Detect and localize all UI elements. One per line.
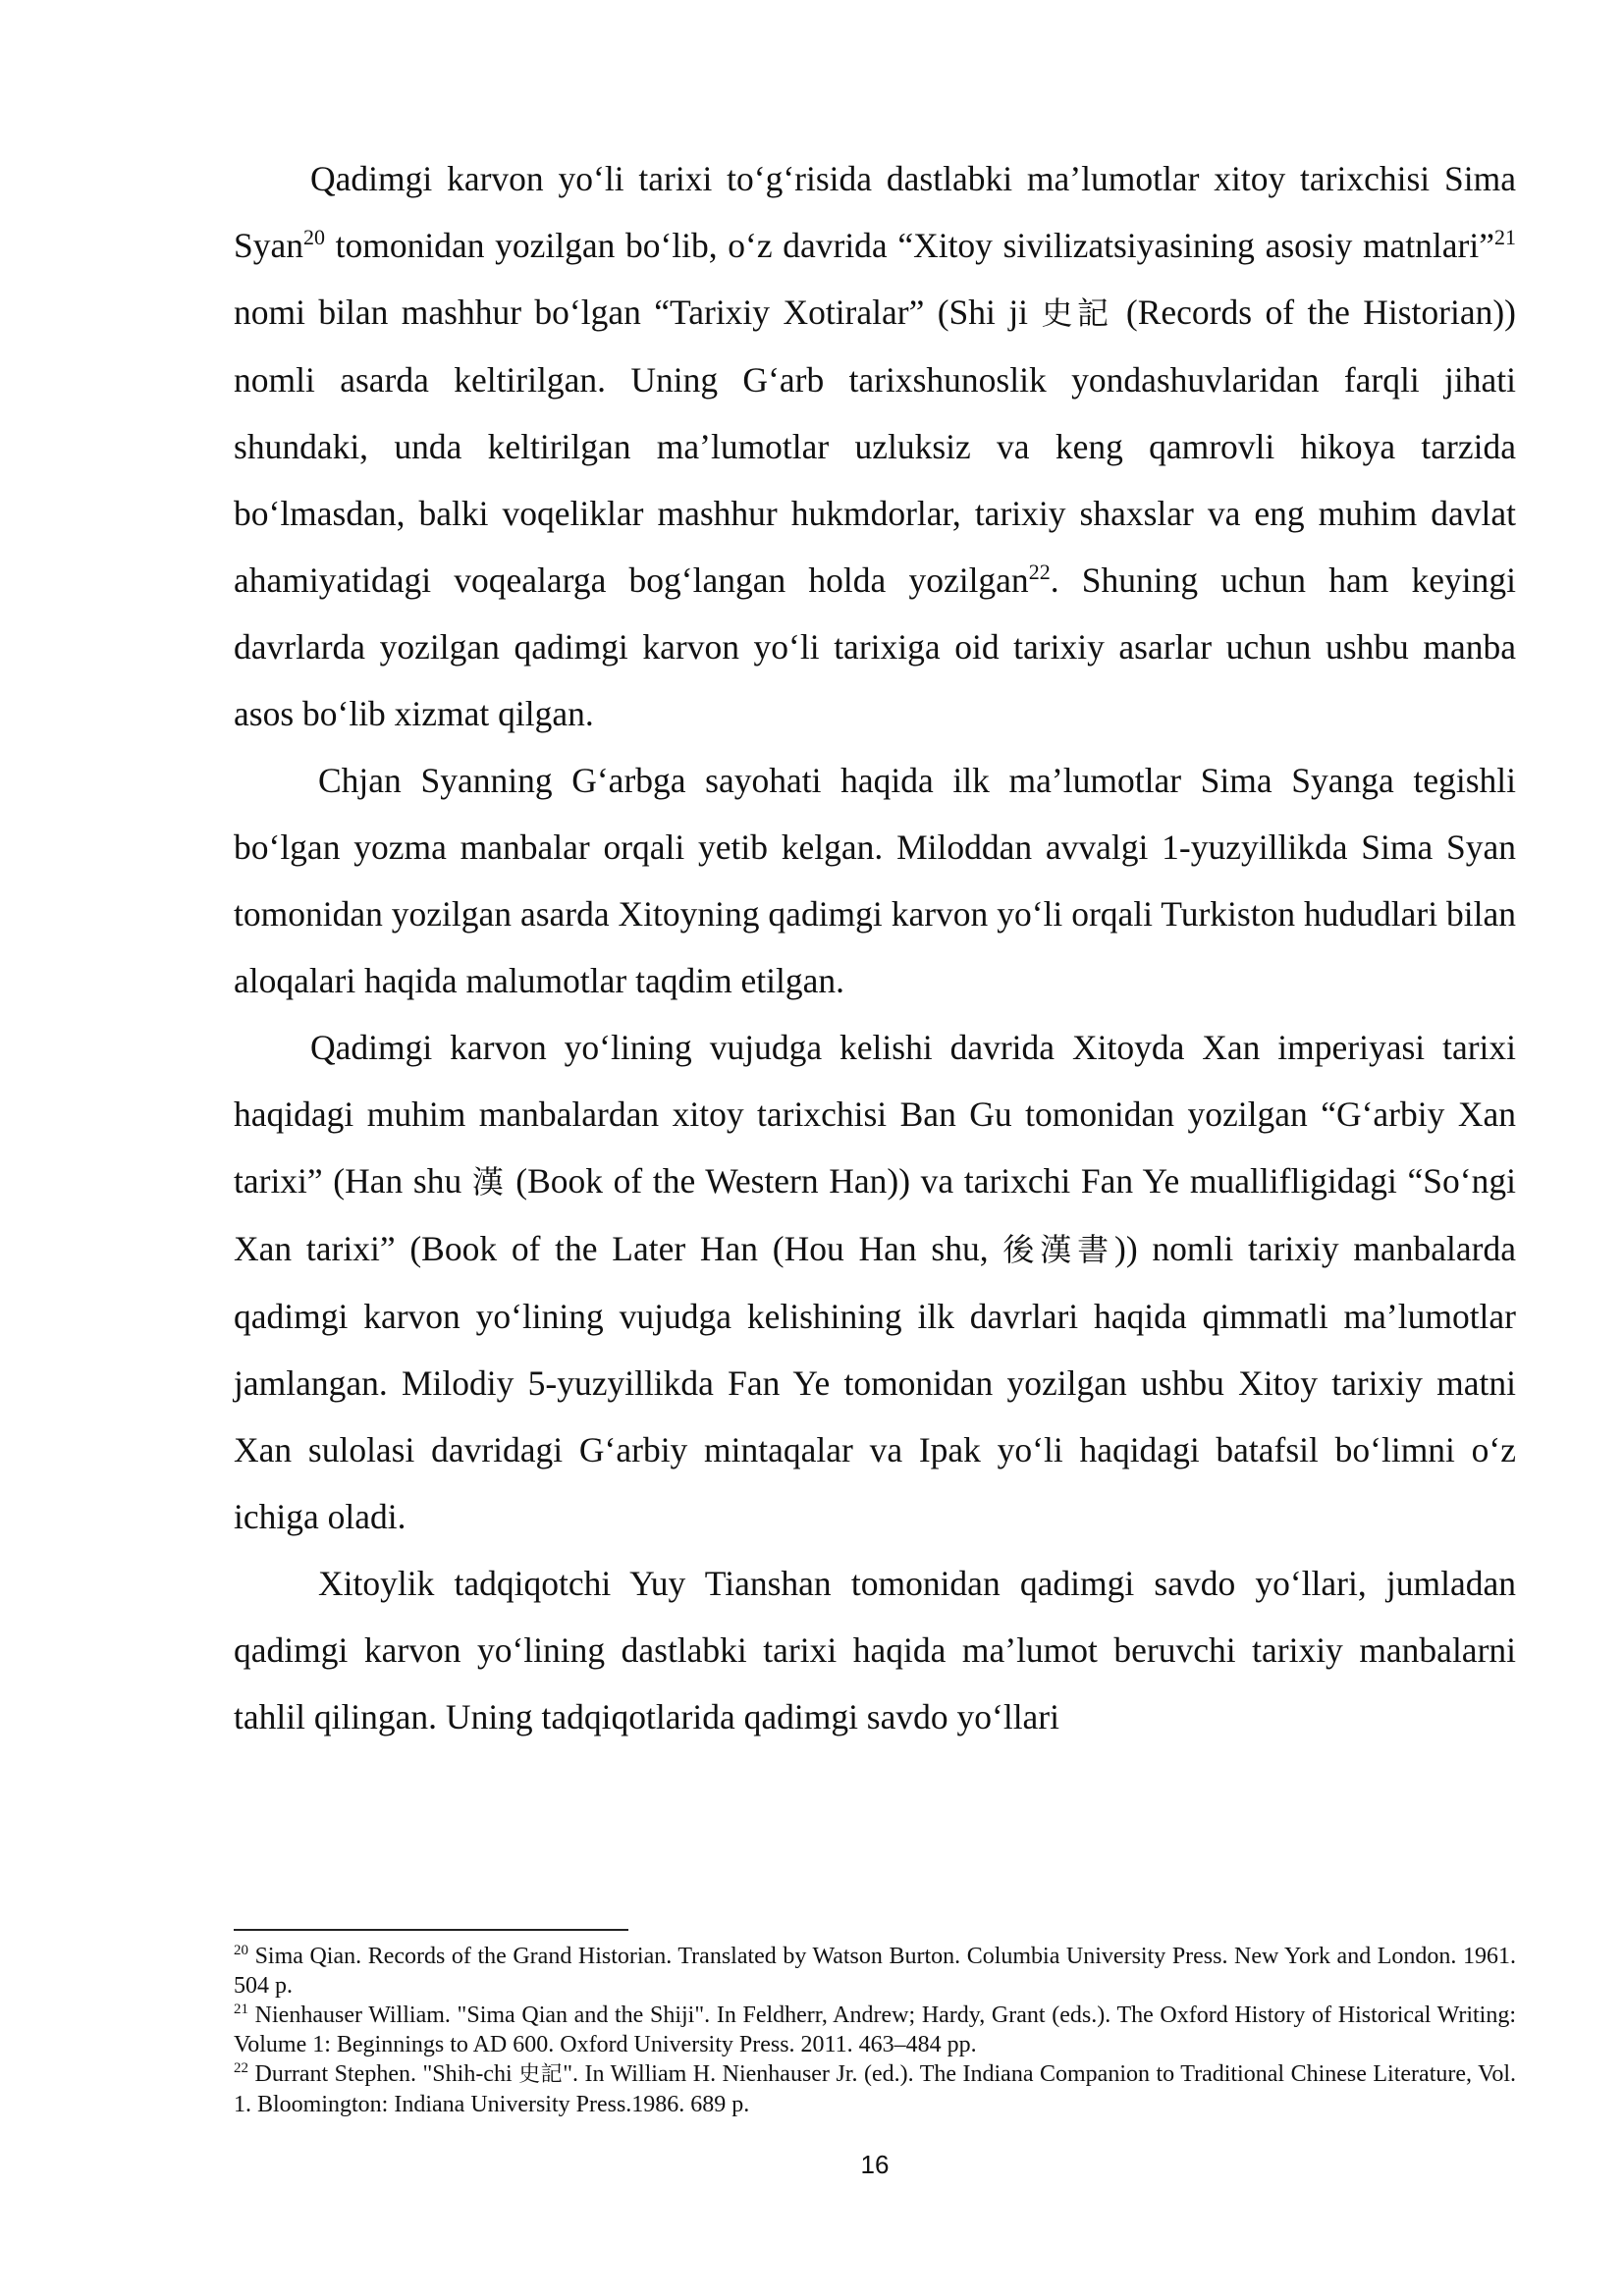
chinese-characters: 史記 xyxy=(1041,294,1113,332)
text-segment: )) nomli tarixiy manbalarda qadimgi karvon yo‘lining vujudga kelishining ilk davrlari haqida qimmatli ma’lumotlar jamlangan. Milodiy 5-yuzyillikda Fan Ye tomonidan yozilgan ushbu Xitoy tarixiy matni Xan sulolasi davridagi G‘arbiy mintaqalar va Ipak yo‘li haqidagi batafsil bo‘limni o‘z ichiga oladi. xyxy=(234,1229,1516,1536)
page-number: 16 xyxy=(860,2150,890,2179)
footnote-20 xyxy=(234,1942,1516,2001)
footnote-text: Durrant Stephen. "Shih-chi xyxy=(248,2061,519,2087)
chinese-characters: 漢 xyxy=(471,1163,506,1201)
text-segment: (Records of the Historian)) nomli asarda keltirilgan. Uning G‘arb tarixshunoslik yondashuvlaridan farqli jihati shundaki, unda keltirilgan ma’lumotlar uzluksiz va keng qamrovli hikoya tarzida bo‘lmasdan, balki voqeliklar mashhur hukmdorlar, tarixiy shaxslar va eng muhim davlat ahamiyatidagi voqealarga bog‘langan holda yozilgan xyxy=(234,293,1516,600)
text-segment: Qadimgi karvon yo‘li tarixi to‘g‘risida dastlabki ma’lumotlar xitoy tarixchisi Sima Syan xyxy=(234,159,1516,265)
footnote-number: 22 xyxy=(234,2060,248,2076)
paragraph-1 xyxy=(234,145,1516,747)
text-segment: . Shuning uchun ham keyingi davrlarda yozilgan qadimgi karvon yo‘li tarixiga oid tarixiy asarlar uchun ushbu manba asos bo‘lib xizmat qilgan. xyxy=(234,561,1516,733)
text-segment: nomi bilan mashhur bo‘lgan “Tarixiy Xotiralar” (Shi ji xyxy=(234,293,1042,332)
footnote-ref-20: 20 xyxy=(303,225,325,250)
text-segment: tomonidan yozilgan bo‘lib, o‘z davrida “Xitoy sivilizatsiyasining asosiy matnlari” xyxy=(325,226,1494,265)
footnote-text: ". In William H. Nienhauser Jr. (ed.). The Indiana Companion to Traditional Chinese Literature, Vol. 1. Bloomington: Indiana University Press.1986. 689 p. xyxy=(234,2061,1516,2117)
paragraph-3 xyxy=(234,1014,1516,1550)
footnote-ref-22: 22 xyxy=(1028,560,1051,585)
footnote-text: Sima Qian. Records of the Grand Historian. Translated by Watson Burton. Columbia University Press. New York and London. 1961. 504 p. xyxy=(234,1944,1516,1999)
footnote-21 xyxy=(234,2001,1516,2059)
chinese-characters: 史記 xyxy=(518,2062,564,2087)
footnote-number: 21 xyxy=(234,2002,248,2017)
paragraph-2: Chjan Syanning G‘arbga sayohati haqida ilk ma’lumotlar Sima Syanga tegishli bo‘lgan yozma manbalar orqali yetib kelgan. Miloddan avvalgi 1-yuzyillikda Sima Syan tomonidan yozilgan asarda Xitoyning qadimgi karvon yo‘li orqali Turkiston hududlari bilan aloqalari haqida malumotlar taqdim etilgan. xyxy=(234,761,1516,1000)
text-segment: (Book of the Western Han)) va tarixchi Fan Ye muallifligidagi “So‘ngi Xan tarixi” (Book of the Later Han (Hou Han shu, xyxy=(234,1161,1516,1268)
footnote-ref-21: 21 xyxy=(1494,225,1516,250)
footnote-number: 20 xyxy=(234,1943,248,1958)
chinese-characters: 後漢書 xyxy=(1002,1231,1114,1268)
footnote-separator xyxy=(234,1929,628,1931)
main-text xyxy=(234,145,1516,1750)
footnotes xyxy=(234,1942,1516,2119)
paragraph-4: Xitoylik tadqiqotchi Yuy Tianshan tomonidan qadimgi savdo yo‘llari, jumladan qadimgi karvon yo‘lining dastlabki tarixi haqida ma’lumot beruvchi tarixiy manbalarni tahlil qilingan. Uning tadqiqotlarida qadimgi savdo yo‘llari xyxy=(234,1564,1516,1736)
text-segment: Qadimgi karvon yo‘lining vujudga kelishi davrida Xitoyda Xan imperiyasi tarixi haqidagi muhim manbalardan xitoy tarixchisi Ban Gu tomonidan yozilgan “G‘arbiy Xan tarixi” (Han shu xyxy=(234,1028,1516,1201)
footnote-text: Nienhauser William. "Sima Qian and the Shiji". In Feldherr, Andrew; Hardy, Grant (eds.). The Oxford History of Historical Writing: Volume 1: Beginnings to AD 600. Oxford University Press. 2011. 463–484 pp. xyxy=(234,2002,1516,2057)
footnote-22 xyxy=(234,2059,1516,2119)
